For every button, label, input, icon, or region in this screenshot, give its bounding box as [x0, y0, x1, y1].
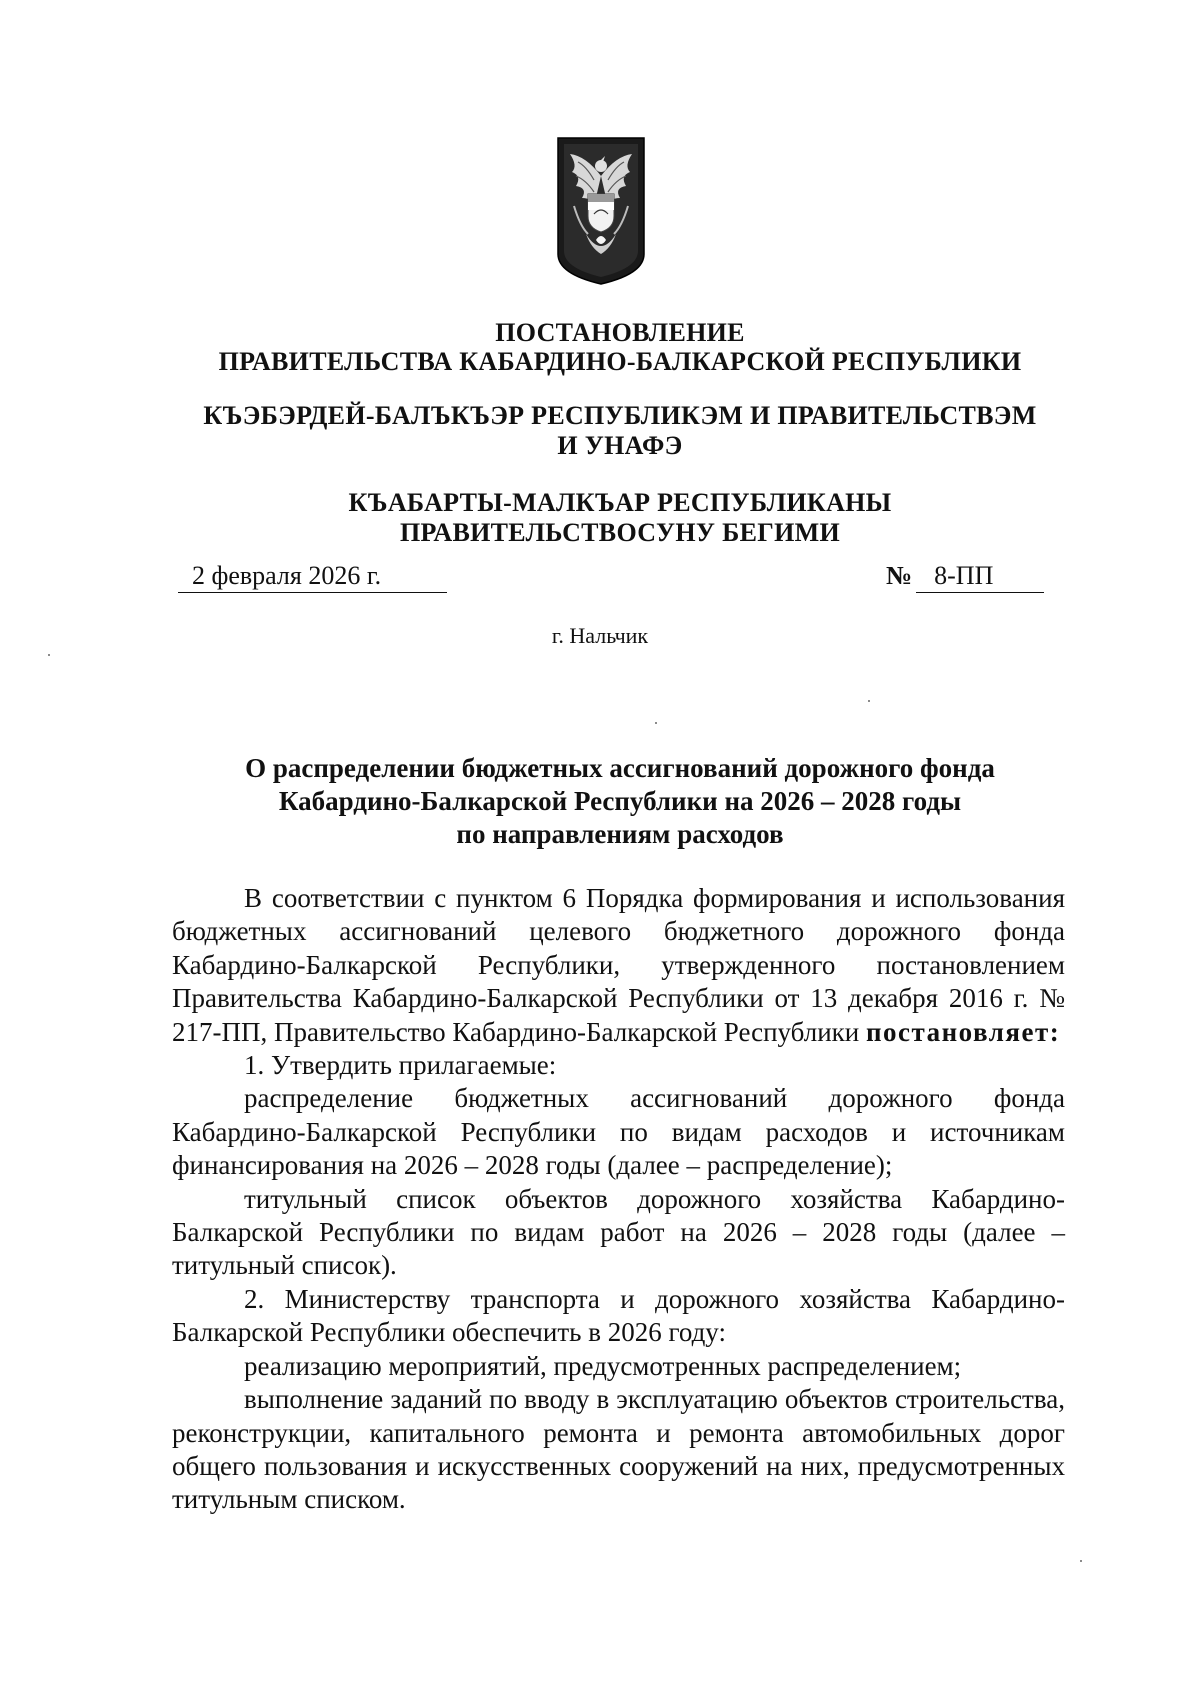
- document-city: г. Нальчик: [551, 623, 649, 648]
- scan-speck: [1080, 1560, 1082, 1562]
- paragraph-measures: реализацию мероприятий, предусмотренных распределением;: [244, 1350, 962, 1381]
- paragraph-item-2: 2. Министерству транспорта и дорожного хозяйства Кабардино-Балкарской Республики обеспечить в 2026 году:: [172, 1283, 1065, 1348]
- document-number: [886, 560, 1044, 593]
- paragraph-preamble: [172, 882, 1065, 1049]
- paragraph-distribution: распределение бюджетных ассигнований дорожного фонда Кабардино-Балкарской Республики по видам расходов и источникам финансирования на 2026 – 2028 годы (далее – распределение);: [172, 1083, 1065, 1181]
- number-value: 8-ПП: [916, 560, 1044, 593]
- heading-government: ПРАВИТЕЛЬСТВА КАБАРДИНО-БАЛКАРСКОЙ РЕСПУБЛИКИ: [218, 347, 1022, 376]
- paragraph-commissioning: выполнение заданий по вводу в эксплуатацию объектов строительства, реконструкции, капитального ремонта и ремонта автомобильных дорог общего пользования и искусственных сооружений на них, предусмотренных титульным списком.: [172, 1384, 1065, 1515]
- scan-speck: [868, 700, 870, 702]
- coat-of-arms-emblem: [556, 136, 646, 286]
- title-line-3: по направлениям расходов: [456, 819, 784, 849]
- paragraph-item-1: 1. Утвердить прилагаемые:: [244, 1050, 557, 1081]
- number-sign: №: [886, 561, 913, 590]
- preamble-text: В соответствии с пунктом 6 Порядка формирования и использования бюджетных ассигнований целевого бюджетного дорожного фонда Кабардино-Балкарской Республики, утвержденного постановлением Правительства Кабардино-Балкарской Республики от 13 декабря 2016 г. № 217-ПП, Правительство Кабардино-Балкарской Республики: [172, 883, 1065, 1047]
- heading-balkar: КЪАБАРТЫ-МАЛКЪАР РЕСПУБЛИКАНЫ ПРАВИТЕЛЬСТВОСУНУ БЕГИМИ: [348, 488, 892, 547]
- heading-kabardian: КЪЭБЭРДЕЙ-БАЛЪКЪЭР РЕСПУБЛИКЭМ И ПРАВИТЕЛЬСТВЭМ И УНАФЭ: [203, 401, 1037, 460]
- document-date: 2 февраля 2026 г.: [178, 560, 447, 593]
- preamble-decree-word: постановляет:: [865, 1016, 1061, 1047]
- paragraph-title-list: титульный список объектов дорожного хозяйства Кабардино-Балкарской Республики по видам работ на 2026 – 2028 годы (далее – титульный список).: [172, 1183, 1065, 1281]
- title-line-1: О распределении бюджетных ассигнований дорожного фонда: [245, 753, 995, 783]
- scan-speck: [655, 722, 657, 724]
- heading-resolution: ПОСТАНОВЛЕНИЕ: [495, 318, 745, 347]
- document-title: [180, 752, 1060, 851]
- title-line-2: Кабардино-Балкарской Республики на 2026 – 2028 годы: [278, 786, 962, 816]
- scan-speck: [48, 654, 50, 656]
- document-body: [172, 882, 1065, 1517]
